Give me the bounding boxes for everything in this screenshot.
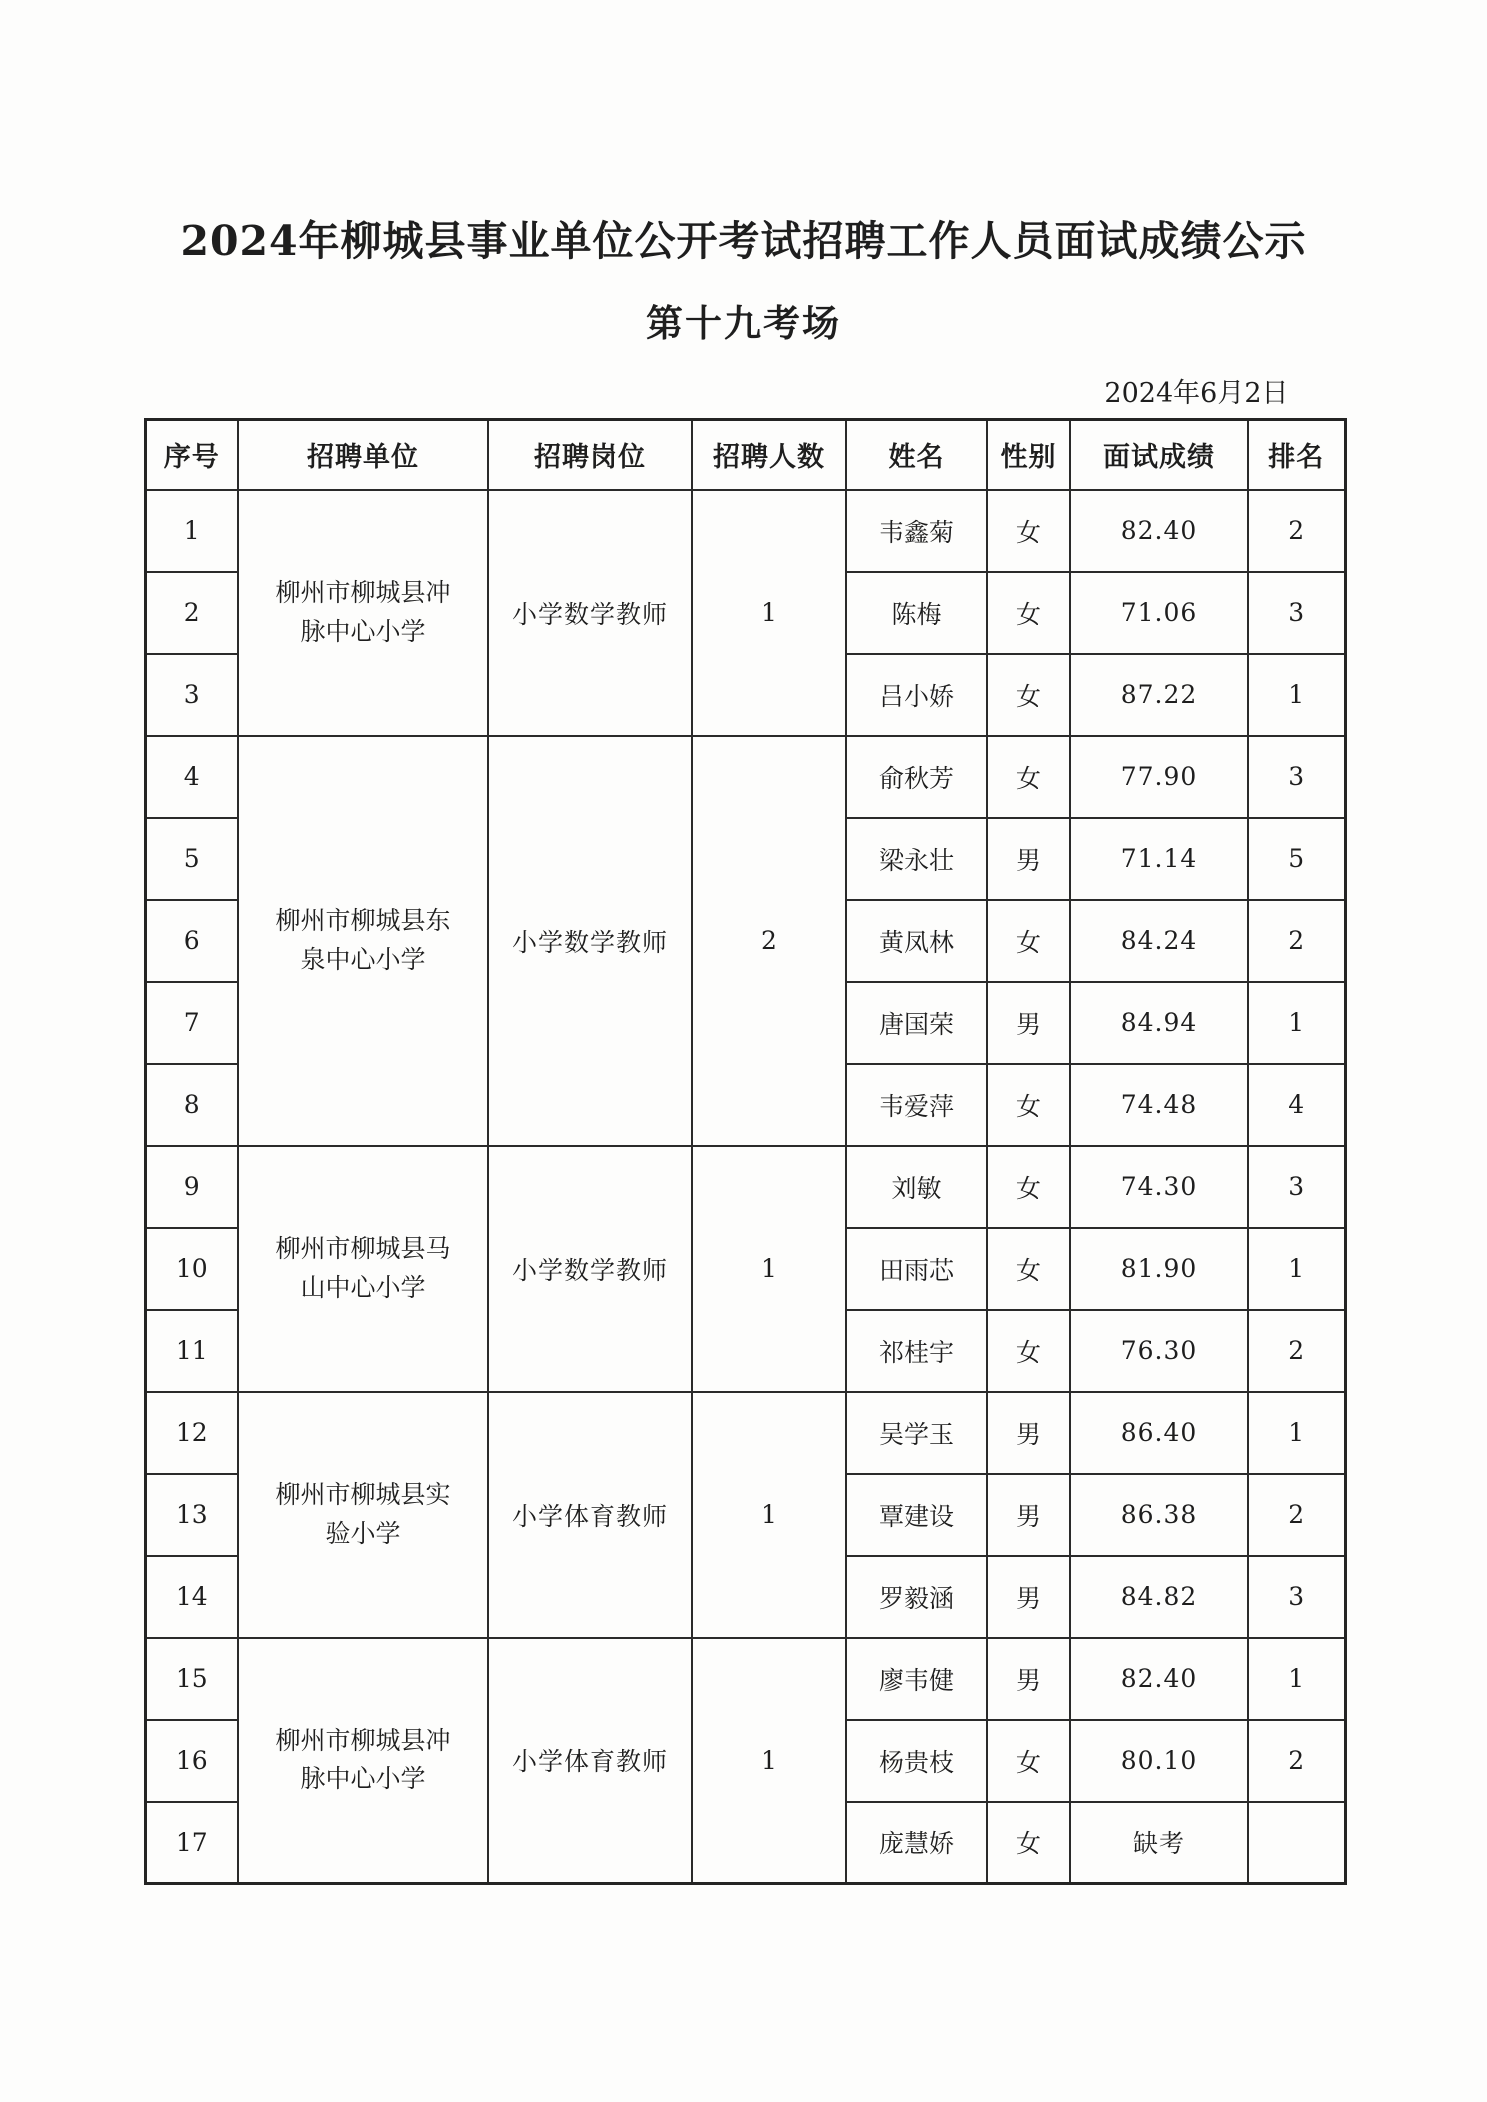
gender-cell: 男 bbox=[987, 1392, 1070, 1474]
seq-cell: 12 bbox=[145, 1392, 238, 1474]
header-position: 招聘岗位 bbox=[488, 420, 692, 490]
rank-cell bbox=[1248, 1802, 1345, 1884]
rank-cell: 2 bbox=[1248, 900, 1345, 982]
gender-cell: 女 bbox=[987, 736, 1070, 818]
seq-cell: 3 bbox=[145, 654, 238, 736]
gender-cell: 男 bbox=[987, 1474, 1070, 1556]
position-cell: 小学数学教师 bbox=[488, 490, 692, 736]
recruits-cell: 2 bbox=[692, 736, 846, 1146]
score-cell: 77.90 bbox=[1070, 736, 1248, 818]
seq-cell: 15 bbox=[145, 1638, 238, 1720]
header-rank: 排名 bbox=[1248, 420, 1345, 490]
name-cell: 吕小娇 bbox=[846, 654, 987, 736]
name-cell: 庞慧娇 bbox=[846, 1802, 987, 1884]
score-cell: 82.40 bbox=[1070, 490, 1248, 572]
gender-cell: 男 bbox=[987, 1638, 1070, 1720]
position-cell: 小学体育教师 bbox=[488, 1392, 692, 1638]
name-cell: 覃建设 bbox=[846, 1474, 987, 1556]
score-cell: 74.48 bbox=[1070, 1064, 1248, 1146]
name-cell: 梁永壮 bbox=[846, 818, 987, 900]
score-cell: 82.40 bbox=[1070, 1638, 1248, 1720]
gender-cell: 女 bbox=[987, 1310, 1070, 1392]
score-cell: 86.40 bbox=[1070, 1392, 1248, 1474]
seq-cell: 4 bbox=[145, 736, 238, 818]
seq-cell: 11 bbox=[145, 1310, 238, 1392]
unit-cell: 柳州市柳城县实验小学 bbox=[238, 1392, 488, 1638]
position-cell: 小学数学教师 bbox=[488, 736, 692, 1146]
score-cell: 84.82 bbox=[1070, 1556, 1248, 1638]
seq-cell: 1 bbox=[145, 490, 238, 572]
header-row bbox=[145, 420, 1345, 490]
score-cell: 87.22 bbox=[1070, 654, 1248, 736]
recruits-cell: 1 bbox=[692, 1392, 846, 1638]
name-cell: 田雨芯 bbox=[846, 1228, 987, 1310]
seq-cell: 9 bbox=[145, 1146, 238, 1228]
score-cell: 71.06 bbox=[1070, 572, 1248, 654]
name-cell: 杨贵枝 bbox=[846, 1720, 987, 1802]
rank-cell: 1 bbox=[1248, 1228, 1345, 1310]
name-cell: 刘敏 bbox=[846, 1146, 987, 1228]
rank-cell: 1 bbox=[1248, 1638, 1345, 1720]
unit-cell: 柳州市柳城县马山中心小学 bbox=[238, 1146, 488, 1392]
results-table-header bbox=[145, 420, 1345, 490]
recruits-cell: 1 bbox=[692, 1638, 846, 1884]
gender-cell: 男 bbox=[987, 818, 1070, 900]
name-cell: 廖韦健 bbox=[846, 1638, 987, 1720]
name-cell: 韦鑫菊 bbox=[846, 490, 987, 572]
unit-cell: 柳州市柳城县冲脉中心小学 bbox=[238, 490, 488, 736]
rank-cell: 3 bbox=[1248, 1556, 1345, 1638]
rank-cell: 2 bbox=[1248, 490, 1345, 572]
gender-cell: 女 bbox=[987, 654, 1070, 736]
table-row bbox=[145, 1638, 1345, 1720]
gender-cell: 女 bbox=[987, 1064, 1070, 1146]
score-cell: 84.94 bbox=[1070, 982, 1248, 1064]
seq-cell: 14 bbox=[145, 1556, 238, 1638]
table-row bbox=[145, 736, 1345, 818]
score-cell: 71.14 bbox=[1070, 818, 1248, 900]
document-content bbox=[144, 0, 1344, 1885]
name-cell: 祁桂宇 bbox=[846, 1310, 987, 1392]
score-cell: 76.30 bbox=[1070, 1310, 1248, 1392]
gender-cell: 女 bbox=[987, 1720, 1070, 1802]
score-cell: 80.10 bbox=[1070, 1720, 1248, 1802]
rank-cell: 3 bbox=[1248, 736, 1345, 818]
position-cell: 小学体育教师 bbox=[488, 1638, 692, 1884]
gender-cell: 女 bbox=[987, 572, 1070, 654]
rank-cell: 1 bbox=[1248, 654, 1345, 736]
seq-cell: 8 bbox=[145, 1064, 238, 1146]
header-name: 姓名 bbox=[846, 420, 987, 490]
recruits-cell: 1 bbox=[692, 1146, 846, 1392]
score-cell: 81.90 bbox=[1070, 1228, 1248, 1310]
seq-cell: 2 bbox=[145, 572, 238, 654]
seq-cell: 6 bbox=[145, 900, 238, 982]
results-table-body bbox=[145, 490, 1345, 1884]
header-score: 面试成绩 bbox=[1070, 420, 1248, 490]
document-title: 2024年柳城县事业单位公开考试招聘工作人员面试成绩公示 bbox=[180, 217, 1307, 265]
table-row bbox=[145, 1146, 1345, 1228]
position-cell: 小学数学教师 bbox=[488, 1146, 692, 1392]
rank-cell: 1 bbox=[1248, 1392, 1345, 1474]
gender-cell: 女 bbox=[987, 1228, 1070, 1310]
header-gender: 性别 bbox=[987, 420, 1070, 490]
rank-cell: 3 bbox=[1248, 1146, 1345, 1228]
name-cell: 俞秋芳 bbox=[846, 736, 987, 818]
name-cell: 黄凤林 bbox=[846, 900, 987, 982]
rank-cell: 2 bbox=[1248, 1474, 1345, 1556]
seq-cell: 7 bbox=[145, 982, 238, 1064]
rank-cell: 4 bbox=[1248, 1064, 1345, 1146]
seq-cell: 17 bbox=[145, 1802, 238, 1884]
seq-cell: 16 bbox=[145, 1720, 238, 1802]
rank-cell: 1 bbox=[1248, 982, 1345, 1064]
date-label: 2024年6月2日 bbox=[1104, 378, 1289, 409]
score-cell: 84.24 bbox=[1070, 900, 1248, 982]
table-row bbox=[145, 490, 1345, 572]
gender-cell: 女 bbox=[987, 1146, 1070, 1228]
name-cell: 韦爱萍 bbox=[846, 1064, 987, 1146]
header-unit: 招聘单位 bbox=[238, 420, 488, 490]
header-seq: 序号 bbox=[145, 420, 238, 490]
name-cell: 唐国荣 bbox=[846, 982, 987, 1064]
rank-cell: 2 bbox=[1248, 1720, 1345, 1802]
recruits-cell: 1 bbox=[692, 490, 846, 736]
unit-cell: 柳州市柳城县冲脉中心小学 bbox=[238, 1638, 488, 1884]
seq-cell: 10 bbox=[145, 1228, 238, 1310]
score-cell: 74.30 bbox=[1070, 1146, 1248, 1228]
rank-cell: 2 bbox=[1248, 1310, 1345, 1392]
score-cell: 缺考 bbox=[1070, 1802, 1248, 1884]
rank-cell: 5 bbox=[1248, 818, 1345, 900]
gender-cell: 男 bbox=[987, 982, 1070, 1064]
name-cell: 吴学玉 bbox=[846, 1392, 987, 1474]
rank-cell: 3 bbox=[1248, 572, 1345, 654]
exam-room-subtitle: 第十九考场 bbox=[646, 301, 841, 345]
gender-cell: 女 bbox=[987, 490, 1070, 572]
name-cell: 陈梅 bbox=[846, 572, 987, 654]
gender-cell: 女 bbox=[987, 900, 1070, 982]
name-cell: 罗毅涵 bbox=[846, 1556, 987, 1638]
score-cell: 86.38 bbox=[1070, 1474, 1248, 1556]
header-recruits: 招聘人数 bbox=[692, 420, 846, 490]
unit-cell: 柳州市柳城县东泉中心小学 bbox=[238, 736, 488, 1146]
results-table bbox=[144, 418, 1347, 1885]
table-row bbox=[145, 1392, 1345, 1474]
gender-cell: 女 bbox=[987, 1802, 1070, 1884]
seq-cell: 13 bbox=[145, 1474, 238, 1556]
gender-cell: 男 bbox=[987, 1556, 1070, 1638]
seq-cell: 5 bbox=[145, 818, 238, 900]
